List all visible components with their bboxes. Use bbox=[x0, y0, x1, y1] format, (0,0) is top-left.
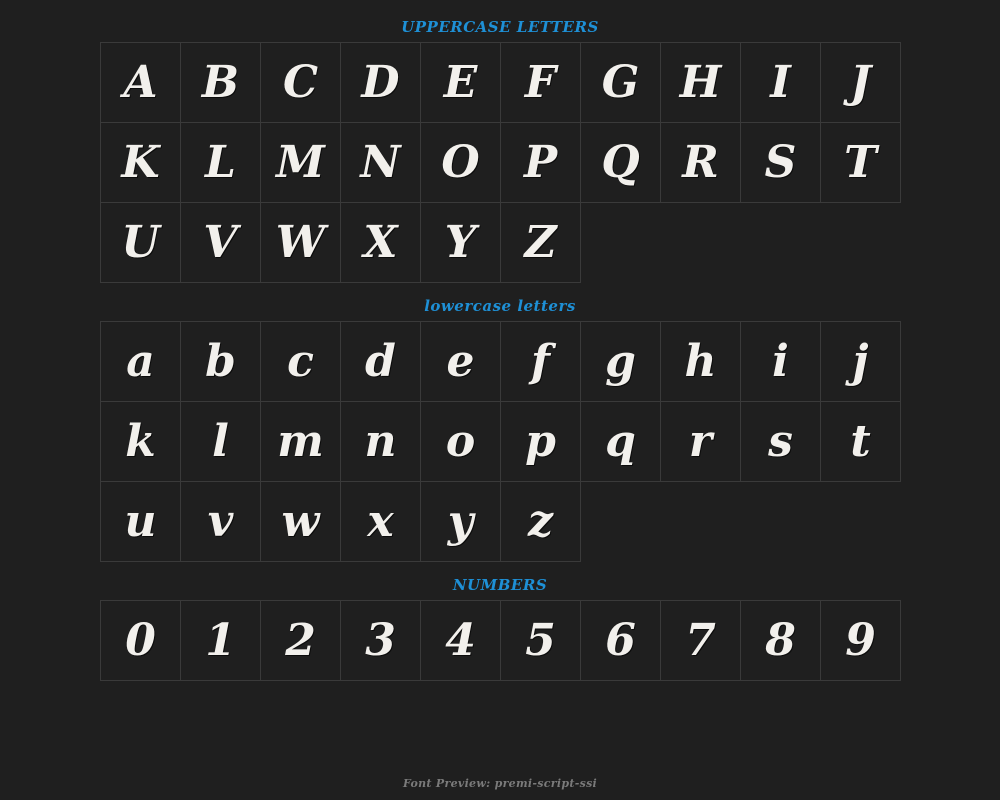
uppercase-section bbox=[100, 0, 900, 283]
glyph-cell: 0 bbox=[101, 601, 181, 681]
glyph-cell: m bbox=[261, 402, 341, 482]
glyph-cell: s bbox=[741, 402, 821, 482]
glyph-cell: b bbox=[181, 322, 261, 402]
glyph-cell: z bbox=[501, 482, 581, 562]
glyph-cell: w bbox=[261, 482, 341, 562]
numbers-section-title: NUMBERS bbox=[452, 576, 548, 594]
glyph-cell: l bbox=[181, 402, 261, 482]
glyph-cell-empty bbox=[741, 203, 821, 283]
footer-caption: Font Preview: premi-script-ssi bbox=[402, 777, 598, 790]
glyph-cell: D bbox=[341, 43, 421, 123]
glyph-cell: u bbox=[101, 482, 181, 562]
uppercase-section-title: UPPERCASE LETTERS bbox=[401, 18, 599, 36]
glyph-cell: 6 bbox=[581, 601, 661, 681]
lowercase-section bbox=[100, 283, 900, 562]
glyph-cell: O bbox=[421, 123, 501, 203]
glyph-cell: x bbox=[341, 482, 421, 562]
glyph-cell: f bbox=[501, 322, 581, 402]
glyph-cell: h bbox=[661, 322, 741, 402]
glyph-cell: R bbox=[661, 123, 741, 203]
glyph-cell: v bbox=[181, 482, 261, 562]
lowercase-section-title: lowercase letters bbox=[424, 297, 576, 315]
glyph-cell: i bbox=[741, 322, 821, 402]
glyph-cell: n bbox=[341, 402, 421, 482]
glyph-cell: H bbox=[661, 43, 741, 123]
glyph-cell: o bbox=[421, 402, 501, 482]
glyph-cell: j bbox=[821, 322, 901, 402]
uppercase-glyph-grid bbox=[100, 42, 901, 283]
glyph-cell: 1 bbox=[181, 601, 261, 681]
glyph-cell: 4 bbox=[421, 601, 501, 681]
glyph-cell-empty bbox=[821, 482, 901, 562]
glyph-cell: K bbox=[101, 123, 181, 203]
glyph-cell: r bbox=[661, 402, 741, 482]
glyph-cell: J bbox=[821, 43, 901, 123]
glyph-cell: G bbox=[581, 43, 661, 123]
glyph-cell: k bbox=[101, 402, 181, 482]
numbers-glyph-grid bbox=[100, 600, 901, 681]
glyph-cell: e bbox=[421, 322, 501, 402]
glyph-cell: V bbox=[181, 203, 261, 283]
glyph-cell: P bbox=[501, 123, 581, 203]
glyph-cell: W bbox=[261, 203, 341, 283]
glyph-cell: U bbox=[101, 203, 181, 283]
glyph-cell-empty bbox=[581, 482, 661, 562]
glyph-cell: M bbox=[261, 123, 341, 203]
glyph-cell-empty bbox=[661, 482, 741, 562]
glyph-cell: 2 bbox=[261, 601, 341, 681]
glyph-cell: t bbox=[821, 402, 901, 482]
glyph-cell-empty bbox=[661, 203, 741, 283]
glyph-cell: c bbox=[261, 322, 341, 402]
glyph-cell: Q bbox=[581, 123, 661, 203]
numbers-section bbox=[100, 562, 900, 681]
glyph-cell: a bbox=[101, 322, 181, 402]
glyph-cell-empty bbox=[581, 203, 661, 283]
glyph-cell: 3 bbox=[341, 601, 421, 681]
glyph-cell: A bbox=[101, 43, 181, 123]
glyph-cell: Z bbox=[501, 203, 581, 283]
glyph-cell: Y bbox=[421, 203, 501, 283]
glyph-cell: T bbox=[821, 123, 901, 203]
glyph-cell: 8 bbox=[741, 601, 821, 681]
glyph-cell: B bbox=[181, 43, 261, 123]
glyph-cell: F bbox=[501, 43, 581, 123]
glyph-cell-empty bbox=[741, 482, 821, 562]
glyph-cell: E bbox=[421, 43, 501, 123]
glyph-cell: S bbox=[741, 123, 821, 203]
glyph-cell: 9 bbox=[821, 601, 901, 681]
glyph-cell: d bbox=[341, 322, 421, 402]
glyph-cell-empty bbox=[821, 203, 901, 283]
lowercase-glyph-grid bbox=[100, 321, 901, 562]
glyph-cell: 7 bbox=[661, 601, 741, 681]
glyph-cell: C bbox=[261, 43, 341, 123]
glyph-cell: 5 bbox=[501, 601, 581, 681]
glyph-cell: q bbox=[581, 402, 661, 482]
glyph-cell: y bbox=[421, 482, 501, 562]
glyph-cell: I bbox=[741, 43, 821, 123]
glyph-cell: N bbox=[341, 123, 421, 203]
glyph-cell: g bbox=[581, 322, 661, 402]
glyph-cell: L bbox=[181, 123, 261, 203]
glyph-cell: p bbox=[501, 402, 581, 482]
glyph-cell: X bbox=[341, 203, 421, 283]
